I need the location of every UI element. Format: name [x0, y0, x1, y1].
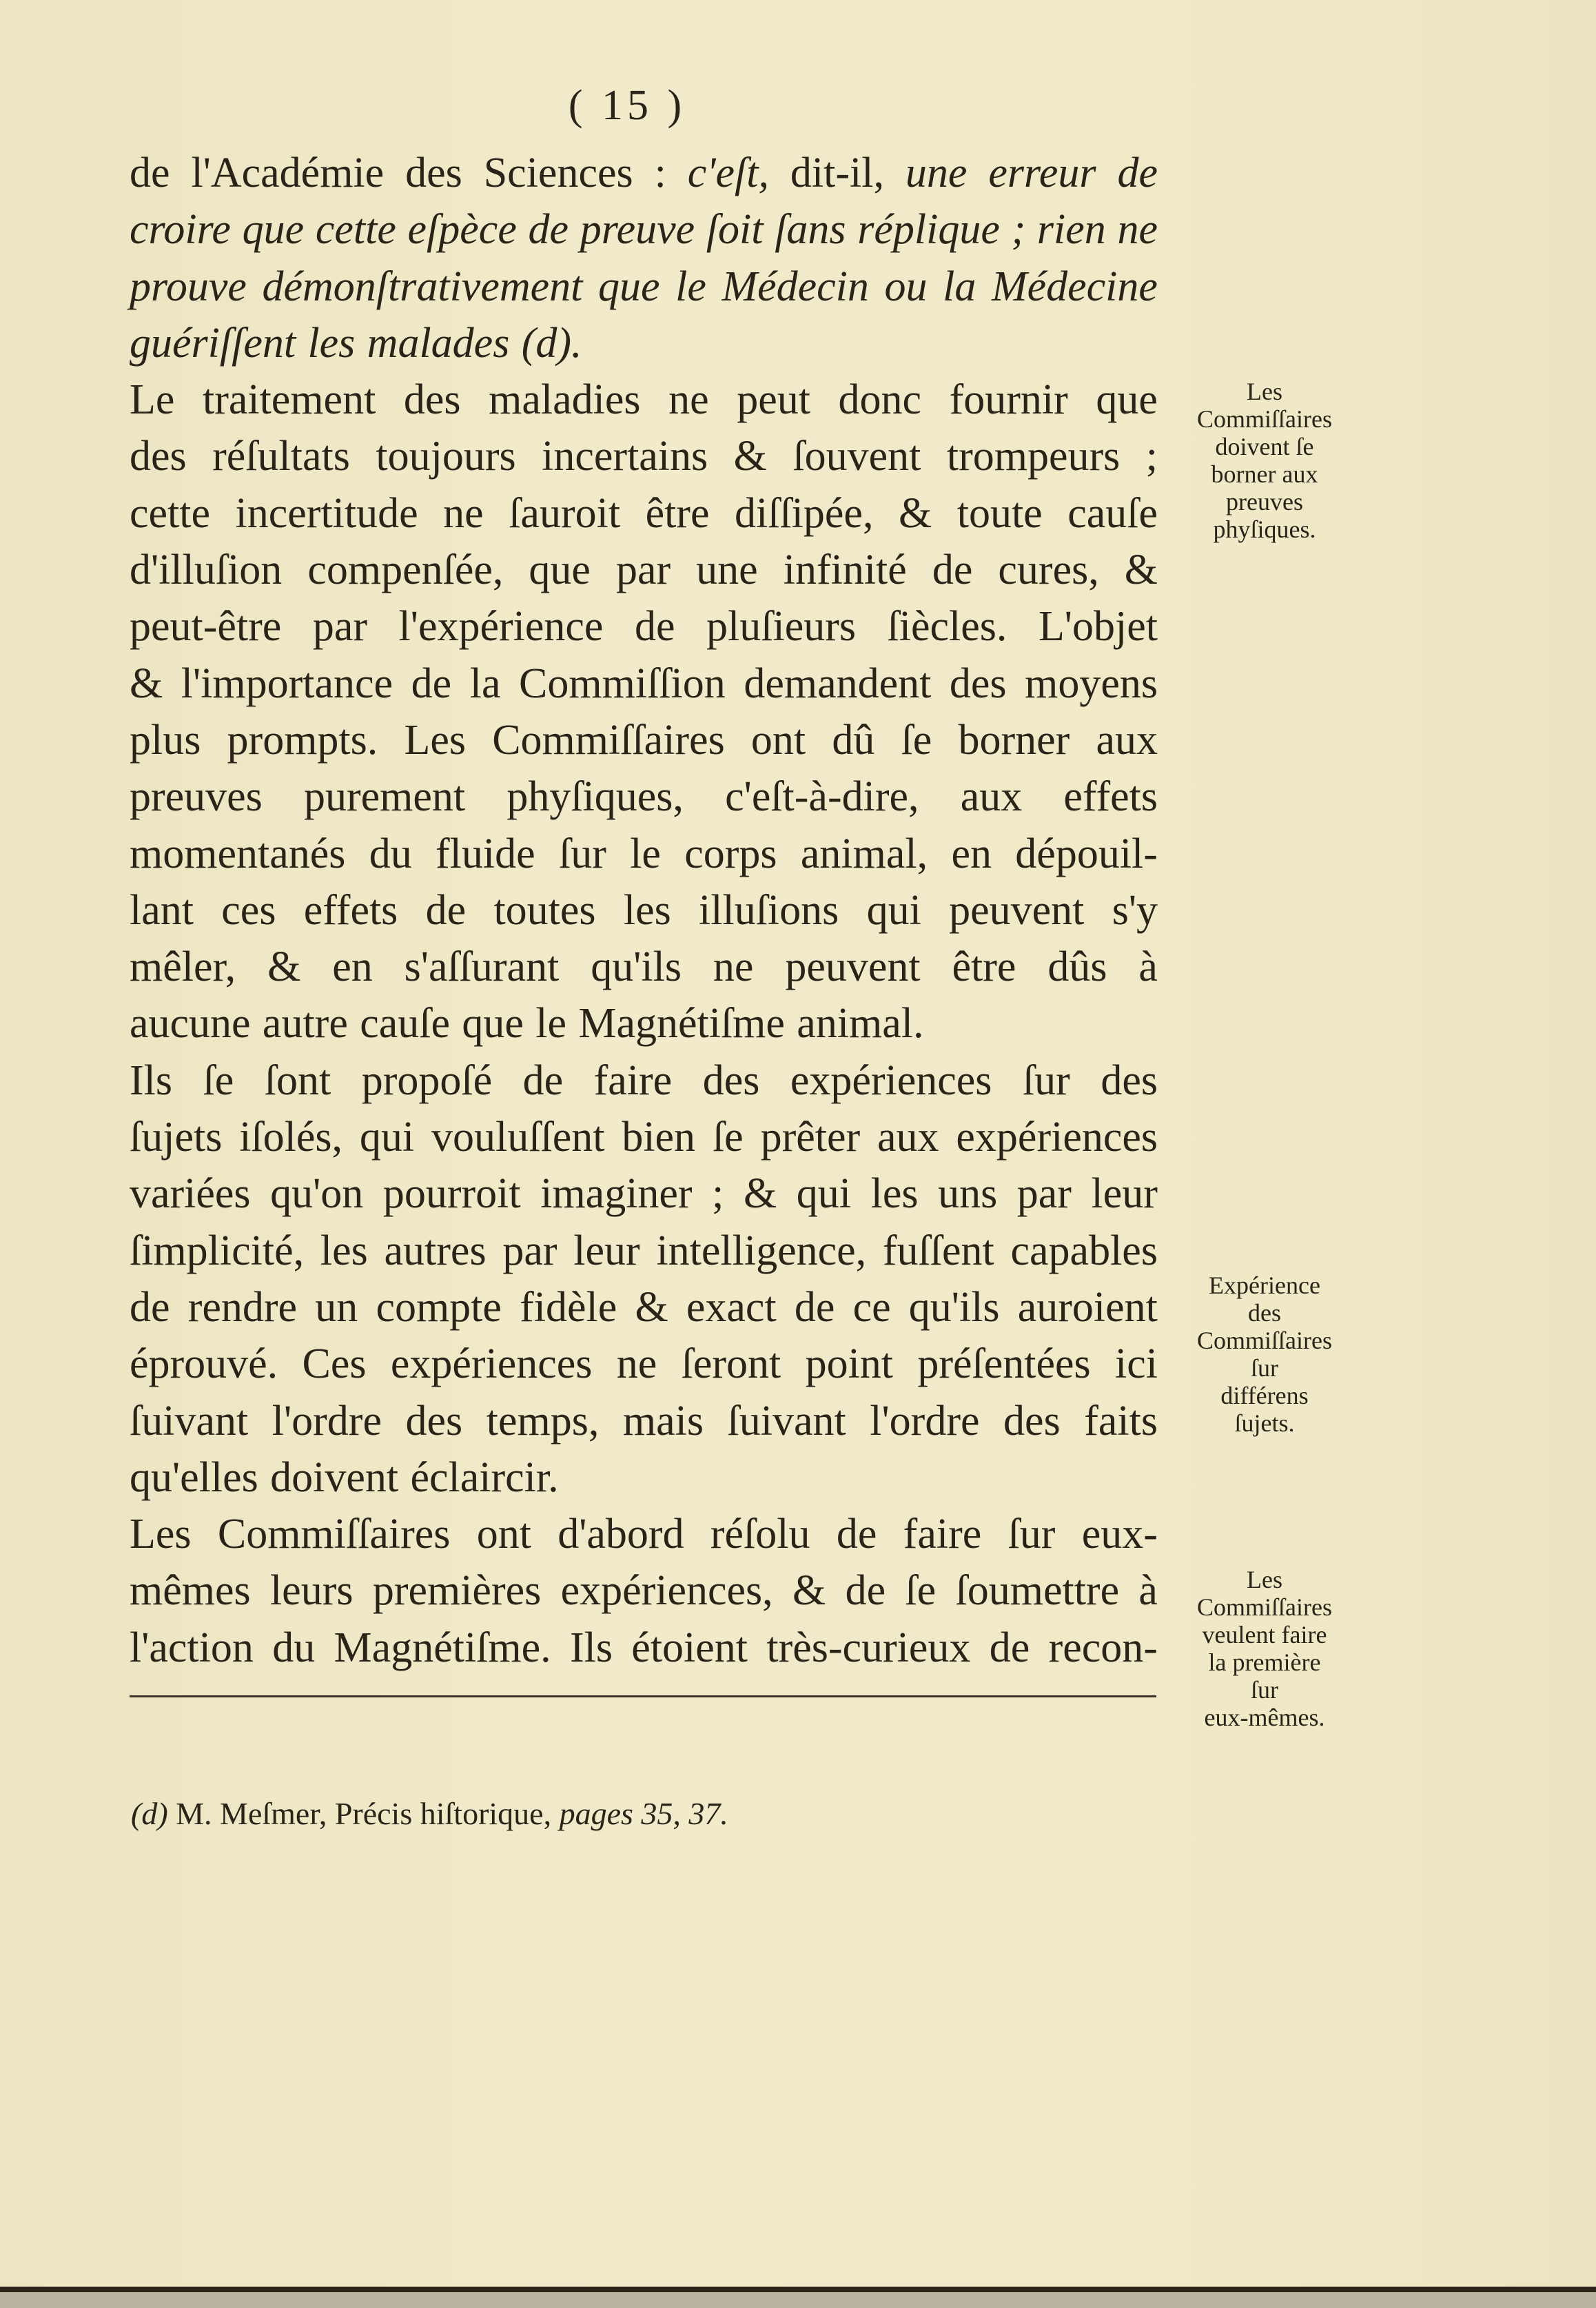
word: fournir — [949, 376, 1068, 424]
word: l'ordre — [272, 1397, 382, 1444]
word: que — [529, 547, 591, 594]
word: une — [696, 547, 758, 594]
word: à — [1138, 1567, 1158, 1615]
word: ont — [476, 1511, 531, 1558]
text-line — [130, 1562, 1158, 1619]
word: ne — [713, 943, 754, 991]
word: préſentées — [917, 1340, 1091, 1388]
word: borner — [958, 716, 1070, 764]
text-line — [130, 882, 1158, 939]
word: de — [989, 1624, 1030, 1671]
word: Magnétiſme — [578, 1000, 785, 1048]
word: de — [1117, 150, 1158, 196]
footnote-rule — [130, 1695, 1156, 1697]
word: que — [242, 206, 305, 254]
word: demandent — [744, 660, 932, 707]
word: prompts. — [227, 716, 378, 764]
word: un — [315, 1283, 358, 1331]
word: ſeront — [681, 1340, 781, 1388]
word: de — [130, 150, 170, 196]
word: corps — [684, 830, 777, 877]
word: c'eſt-à-dire, — [725, 773, 919, 821]
text-line — [130, 826, 1158, 882]
word: ſauroit — [509, 489, 621, 537]
word: cette — [315, 206, 396, 254]
word: l'expérience — [398, 603, 604, 651]
word: aucune — [130, 1000, 251, 1048]
word: ; — [1145, 433, 1158, 480]
word: preuve — [580, 206, 695, 254]
word: aux — [877, 1114, 939, 1161]
margin-note-line: différens — [1220, 1382, 1309, 1409]
word: du — [272, 1624, 316, 1671]
word: iſolés, — [239, 1114, 343, 1161]
word: Ils — [569, 1624, 613, 1671]
margin-note-line: preuves — [1226, 488, 1303, 515]
word: pluſieurs — [706, 603, 856, 651]
word: dû — [832, 716, 875, 764]
word: les — [870, 1170, 919, 1218]
text-line — [130, 768, 1158, 825]
word: dûs — [1047, 943, 1107, 991]
word: faire — [903, 1511, 982, 1558]
word: qui — [866, 886, 921, 934]
body-text — [130, 145, 1158, 1676]
word: plus — [130, 716, 201, 764]
margin-note-line: phyſiques. — [1213, 515, 1316, 543]
word: preuves — [130, 773, 263, 821]
word: qu'elles — [130, 1453, 258, 1501]
word: une — [905, 150, 968, 196]
text-line — [130, 1279, 1158, 1336]
word: autres — [384, 1227, 487, 1274]
word: leur — [573, 1227, 640, 1274]
word: réplique — [857, 206, 1000, 254]
word: ſur — [1022, 1056, 1070, 1104]
word: cures, — [998, 547, 1099, 594]
word: l'Académie — [191, 150, 385, 196]
word: & — [792, 1567, 826, 1615]
word: toutes — [493, 886, 596, 934]
word: Commiſſaires — [217, 1511, 451, 1558]
margin-note-line: eux-mêmes. — [1204, 1704, 1325, 1731]
word: Médecin — [722, 263, 869, 310]
word: ces — [221, 886, 276, 934]
word: par — [312, 603, 368, 651]
word: qu'on — [270, 1170, 364, 1218]
margin-note-line: des — [1248, 1299, 1281, 1327]
word: ſuivant — [727, 1397, 846, 1444]
text-line — [130, 145, 1158, 201]
margin-note-line: ſujets. — [1234, 1409, 1295, 1437]
footnote-marker: (d) — [131, 1796, 168, 1831]
word: Le — [130, 376, 175, 424]
word: le — [630, 830, 661, 877]
word: & — [733, 433, 767, 480]
word: des — [405, 1397, 463, 1444]
text-line — [130, 1223, 1158, 1279]
word: guériſſent — [130, 319, 296, 367]
word: donc — [838, 376, 922, 424]
word: L'objet — [1038, 603, 1158, 651]
word: ne — [443, 489, 484, 537]
word: par — [502, 1227, 557, 1274]
word: traitement — [202, 376, 376, 424]
word: aux — [960, 773, 1023, 821]
word: bien — [622, 1114, 696, 1161]
word: : — [654, 150, 666, 196]
word: s'y — [1112, 886, 1158, 934]
word: doivent — [270, 1453, 399, 1501]
word: moyens — [1025, 660, 1158, 707]
word: mais — [622, 1397, 704, 1444]
word: Sciences — [483, 150, 633, 196]
word: & — [130, 660, 163, 707]
word: ont — [750, 716, 806, 764]
word: éclaircir. — [410, 1453, 559, 1501]
word: ſujets — [130, 1114, 223, 1161]
word: toute — [956, 489, 1043, 537]
word: fuſſent — [882, 1227, 994, 1274]
margin-note-line: ſur — [1251, 1354, 1278, 1382]
word: phyſiques, — [507, 773, 684, 821]
word: intelligence, — [656, 1227, 867, 1274]
word: vouluſſent — [431, 1114, 605, 1161]
word: momentanés — [130, 830, 346, 877]
word: incertitude — [235, 489, 418, 537]
word: mêler, — [130, 943, 236, 991]
text-line — [130, 258, 1158, 315]
word: leur — [1091, 1170, 1158, 1218]
word: ; — [712, 1170, 724, 1218]
word: leurs — [269, 1567, 354, 1615]
word: le — [535, 1000, 566, 1048]
word: Magnétiſme. — [334, 1624, 551, 1671]
word: effets — [303, 886, 398, 934]
word: Ils — [130, 1056, 172, 1104]
word: ſoumettre — [955, 1567, 1120, 1615]
word: premières — [372, 1567, 542, 1615]
word: Les — [130, 1511, 192, 1558]
word: les — [307, 319, 356, 367]
word: ne — [616, 1340, 657, 1388]
word: recon- — [1048, 1624, 1158, 1671]
word: prouve — [130, 263, 247, 310]
text-line — [130, 995, 1158, 1052]
word: expériences — [956, 1114, 1158, 1161]
word: Les — [404, 716, 466, 764]
word: de — [411, 660, 452, 707]
margin-note-line: Les — [1247, 378, 1282, 405]
text-line — [130, 428, 1158, 484]
word: & — [743, 1170, 777, 1218]
word: diſſipée, — [735, 489, 874, 537]
word: imaginer — [540, 1170, 693, 1218]
word: c'eſt, — [687, 150, 769, 196]
word: (d). — [521, 319, 582, 367]
word: ſont — [264, 1056, 331, 1104]
word: animal. — [797, 1000, 924, 1048]
margin-note-line: Commiſſaires — [1197, 1327, 1332, 1354]
word: des — [702, 1056, 760, 1104]
word: expériences — [790, 1056, 992, 1104]
word: de — [528, 206, 569, 254]
word: les — [623, 886, 671, 934]
word: en — [332, 943, 373, 991]
word: très-curieux — [766, 1624, 971, 1671]
word: réſolu — [710, 1511, 810, 1558]
margin-note-3 — [1172, 1566, 1358, 1731]
word: de — [130, 1283, 170, 1331]
word: qui — [796, 1170, 852, 1218]
word: peuvent — [785, 943, 921, 991]
word: effets — [1063, 773, 1158, 821]
word: cette — [130, 489, 211, 537]
text-line — [130, 1449, 1158, 1506]
word: de — [425, 886, 467, 934]
word: de — [845, 1567, 886, 1615]
word: la — [469, 660, 501, 707]
word: croire — [130, 206, 231, 254]
word: étoient — [631, 1624, 748, 1671]
word: l'importance — [181, 660, 393, 707]
word: qu'ils — [908, 1283, 1000, 1331]
margin-note-2 — [1172, 1272, 1358, 1437]
word: ſouvent — [792, 433, 921, 480]
text-line — [130, 485, 1158, 542]
word: faire — [593, 1056, 673, 1104]
word: animal, — [800, 830, 928, 877]
word: être — [645, 489, 710, 537]
margin-note-line: borner aux — [1211, 460, 1318, 488]
text-line — [130, 598, 1158, 655]
margin-note-line: veulent faire — [1202, 1621, 1327, 1648]
word: des — [949, 660, 1007, 707]
word: des — [1003, 1397, 1061, 1444]
word: fluide — [436, 830, 535, 877]
word: d'illuſion — [130, 547, 283, 594]
word: malades — [367, 319, 510, 367]
word: ſimplicité, — [130, 1227, 305, 1274]
word: ne — [668, 376, 709, 424]
word: qu'ils — [591, 943, 682, 991]
word: illuſions — [699, 886, 839, 934]
word: éprouvé. — [130, 1340, 278, 1388]
page-number: ( 15 ) — [568, 82, 686, 129]
word: d'abord — [557, 1511, 684, 1558]
word: & — [267, 943, 301, 991]
word: Commiſſion — [519, 660, 726, 707]
word: ſe — [905, 1567, 937, 1615]
word: l'action — [130, 1624, 254, 1671]
word: rien — [1036, 206, 1106, 254]
word: s'aſſurant — [404, 943, 560, 991]
word: exact — [686, 1283, 777, 1331]
word: des — [1101, 1056, 1158, 1104]
word: Commiſſaires — [492, 716, 725, 764]
text-line — [130, 712, 1158, 768]
word: prêter — [760, 1114, 861, 1161]
word: des — [403, 376, 461, 424]
word: que — [1096, 376, 1158, 424]
word: point — [805, 1340, 894, 1388]
word: rendre — [187, 1283, 298, 1331]
word: ſans — [775, 206, 846, 254]
word: mêmes — [130, 1567, 251, 1615]
word: eux- — [1081, 1511, 1158, 1558]
margin-note-line: Les — [1247, 1566, 1282, 1593]
margin-note-line: ſur — [1251, 1676, 1278, 1704]
word: de — [794, 1283, 835, 1331]
word: par — [1016, 1170, 1072, 1218]
word: infinité — [783, 547, 907, 594]
footnote — [131, 1795, 728, 1832]
word: ſuivant — [130, 1397, 249, 1444]
word: compenſée, — [307, 547, 504, 594]
word: Ces — [302, 1340, 367, 1388]
word: auroient — [1017, 1283, 1158, 1331]
margin-note-line: Commiſſaires — [1197, 1593, 1332, 1621]
word: & — [898, 489, 932, 537]
text-line — [130, 1506, 1158, 1562]
word: temps, — [486, 1397, 600, 1444]
text-line — [130, 1620, 1158, 1676]
word: expériences, — [560, 1567, 773, 1615]
text-line — [130, 1165, 1158, 1222]
word: le — [675, 263, 706, 310]
word: ici — [1115, 1340, 1158, 1388]
word: erreur — [988, 150, 1096, 196]
text-line — [130, 542, 1158, 598]
word: toujours — [376, 433, 516, 480]
word: des — [130, 433, 187, 480]
word: lant — [130, 886, 194, 934]
word: du — [369, 830, 412, 877]
text-line — [130, 371, 1158, 428]
scan-edge — [0, 2287, 1596, 2292]
word: peuvent — [949, 886, 1085, 934]
word: en — [951, 830, 992, 877]
word: ou — [884, 263, 928, 310]
word: ſe — [203, 1056, 234, 1104]
margin-note-line: doivent ſe — [1215, 433, 1314, 460]
word: ce — [852, 1283, 891, 1331]
word: de — [836, 1511, 877, 1558]
word: ſur — [1007, 1511, 1056, 1558]
word: ſe — [712, 1114, 744, 1161]
word: réſultats — [212, 433, 350, 480]
word: ; — [1011, 206, 1026, 254]
word: être — [952, 943, 1016, 991]
word: que — [597, 263, 660, 310]
word: compte — [376, 1283, 502, 1331]
margin-note-line: Expérience — [1209, 1272, 1320, 1299]
word: propoſé — [361, 1056, 493, 1104]
footnote-pages: pages 35, 37. — [559, 1796, 728, 1831]
word: eſpèce — [407, 206, 517, 254]
scan-border — [0, 2292, 1596, 2308]
word: variées — [130, 1170, 251, 1218]
word: peut-être — [130, 603, 282, 651]
word: faits — [1084, 1397, 1158, 1444]
text-line — [130, 315, 1158, 371]
word: cauſe — [360, 1000, 450, 1048]
text-line — [130, 1109, 1158, 1165]
margin-note-line: la première — [1208, 1648, 1321, 1676]
word: de — [522, 1056, 564, 1104]
text-line — [130, 655, 1158, 712]
word: purement — [304, 773, 466, 821]
word: que — [462, 1000, 524, 1048]
word: pourroit — [382, 1170, 521, 1218]
word: maladies — [489, 376, 641, 424]
footnote-text: M. Meſmer, Précis hiſtorique, — [176, 1796, 552, 1831]
word: & — [635, 1283, 668, 1331]
word: de — [932, 547, 973, 594]
word: fidèle — [520, 1283, 617, 1331]
word: de — [634, 603, 675, 651]
text-line — [130, 201, 1158, 258]
word: capables — [1010, 1227, 1158, 1274]
word: ſiècles. — [887, 603, 1007, 651]
word: & — [1124, 547, 1158, 594]
text-line — [130, 1336, 1158, 1392]
word: les — [320, 1227, 368, 1274]
margin-note-line: Commiſſaires — [1197, 405, 1332, 433]
word: ſe — [901, 716, 932, 764]
word: ſoit — [706, 206, 764, 254]
word: Médecine — [991, 263, 1158, 310]
word: trompeurs — [946, 433, 1121, 480]
word: incertains — [542, 433, 708, 480]
text-line — [130, 1393, 1158, 1449]
word: expériences — [390, 1340, 593, 1388]
word: ſur — [558, 830, 606, 877]
word: l'ordre — [870, 1397, 980, 1444]
word: des — [405, 150, 462, 196]
word: cauſe — [1067, 489, 1158, 537]
word: aux — [1096, 716, 1158, 764]
word: autre — [262, 1000, 348, 1048]
word: dépouil- — [1015, 830, 1158, 877]
word: uns — [938, 1170, 998, 1218]
margin-note-1 — [1172, 378, 1358, 543]
word: par — [615, 547, 671, 594]
word: dit-il, — [790, 150, 884, 196]
word: qui — [359, 1114, 415, 1161]
word: ne — [1117, 206, 1158, 254]
word: à — [1138, 943, 1158, 991]
text-line — [130, 939, 1158, 995]
word: démonſtrativement — [262, 263, 583, 310]
word: la — [943, 263, 976, 310]
text-line — [130, 1052, 1158, 1109]
word: peut — [737, 376, 810, 424]
